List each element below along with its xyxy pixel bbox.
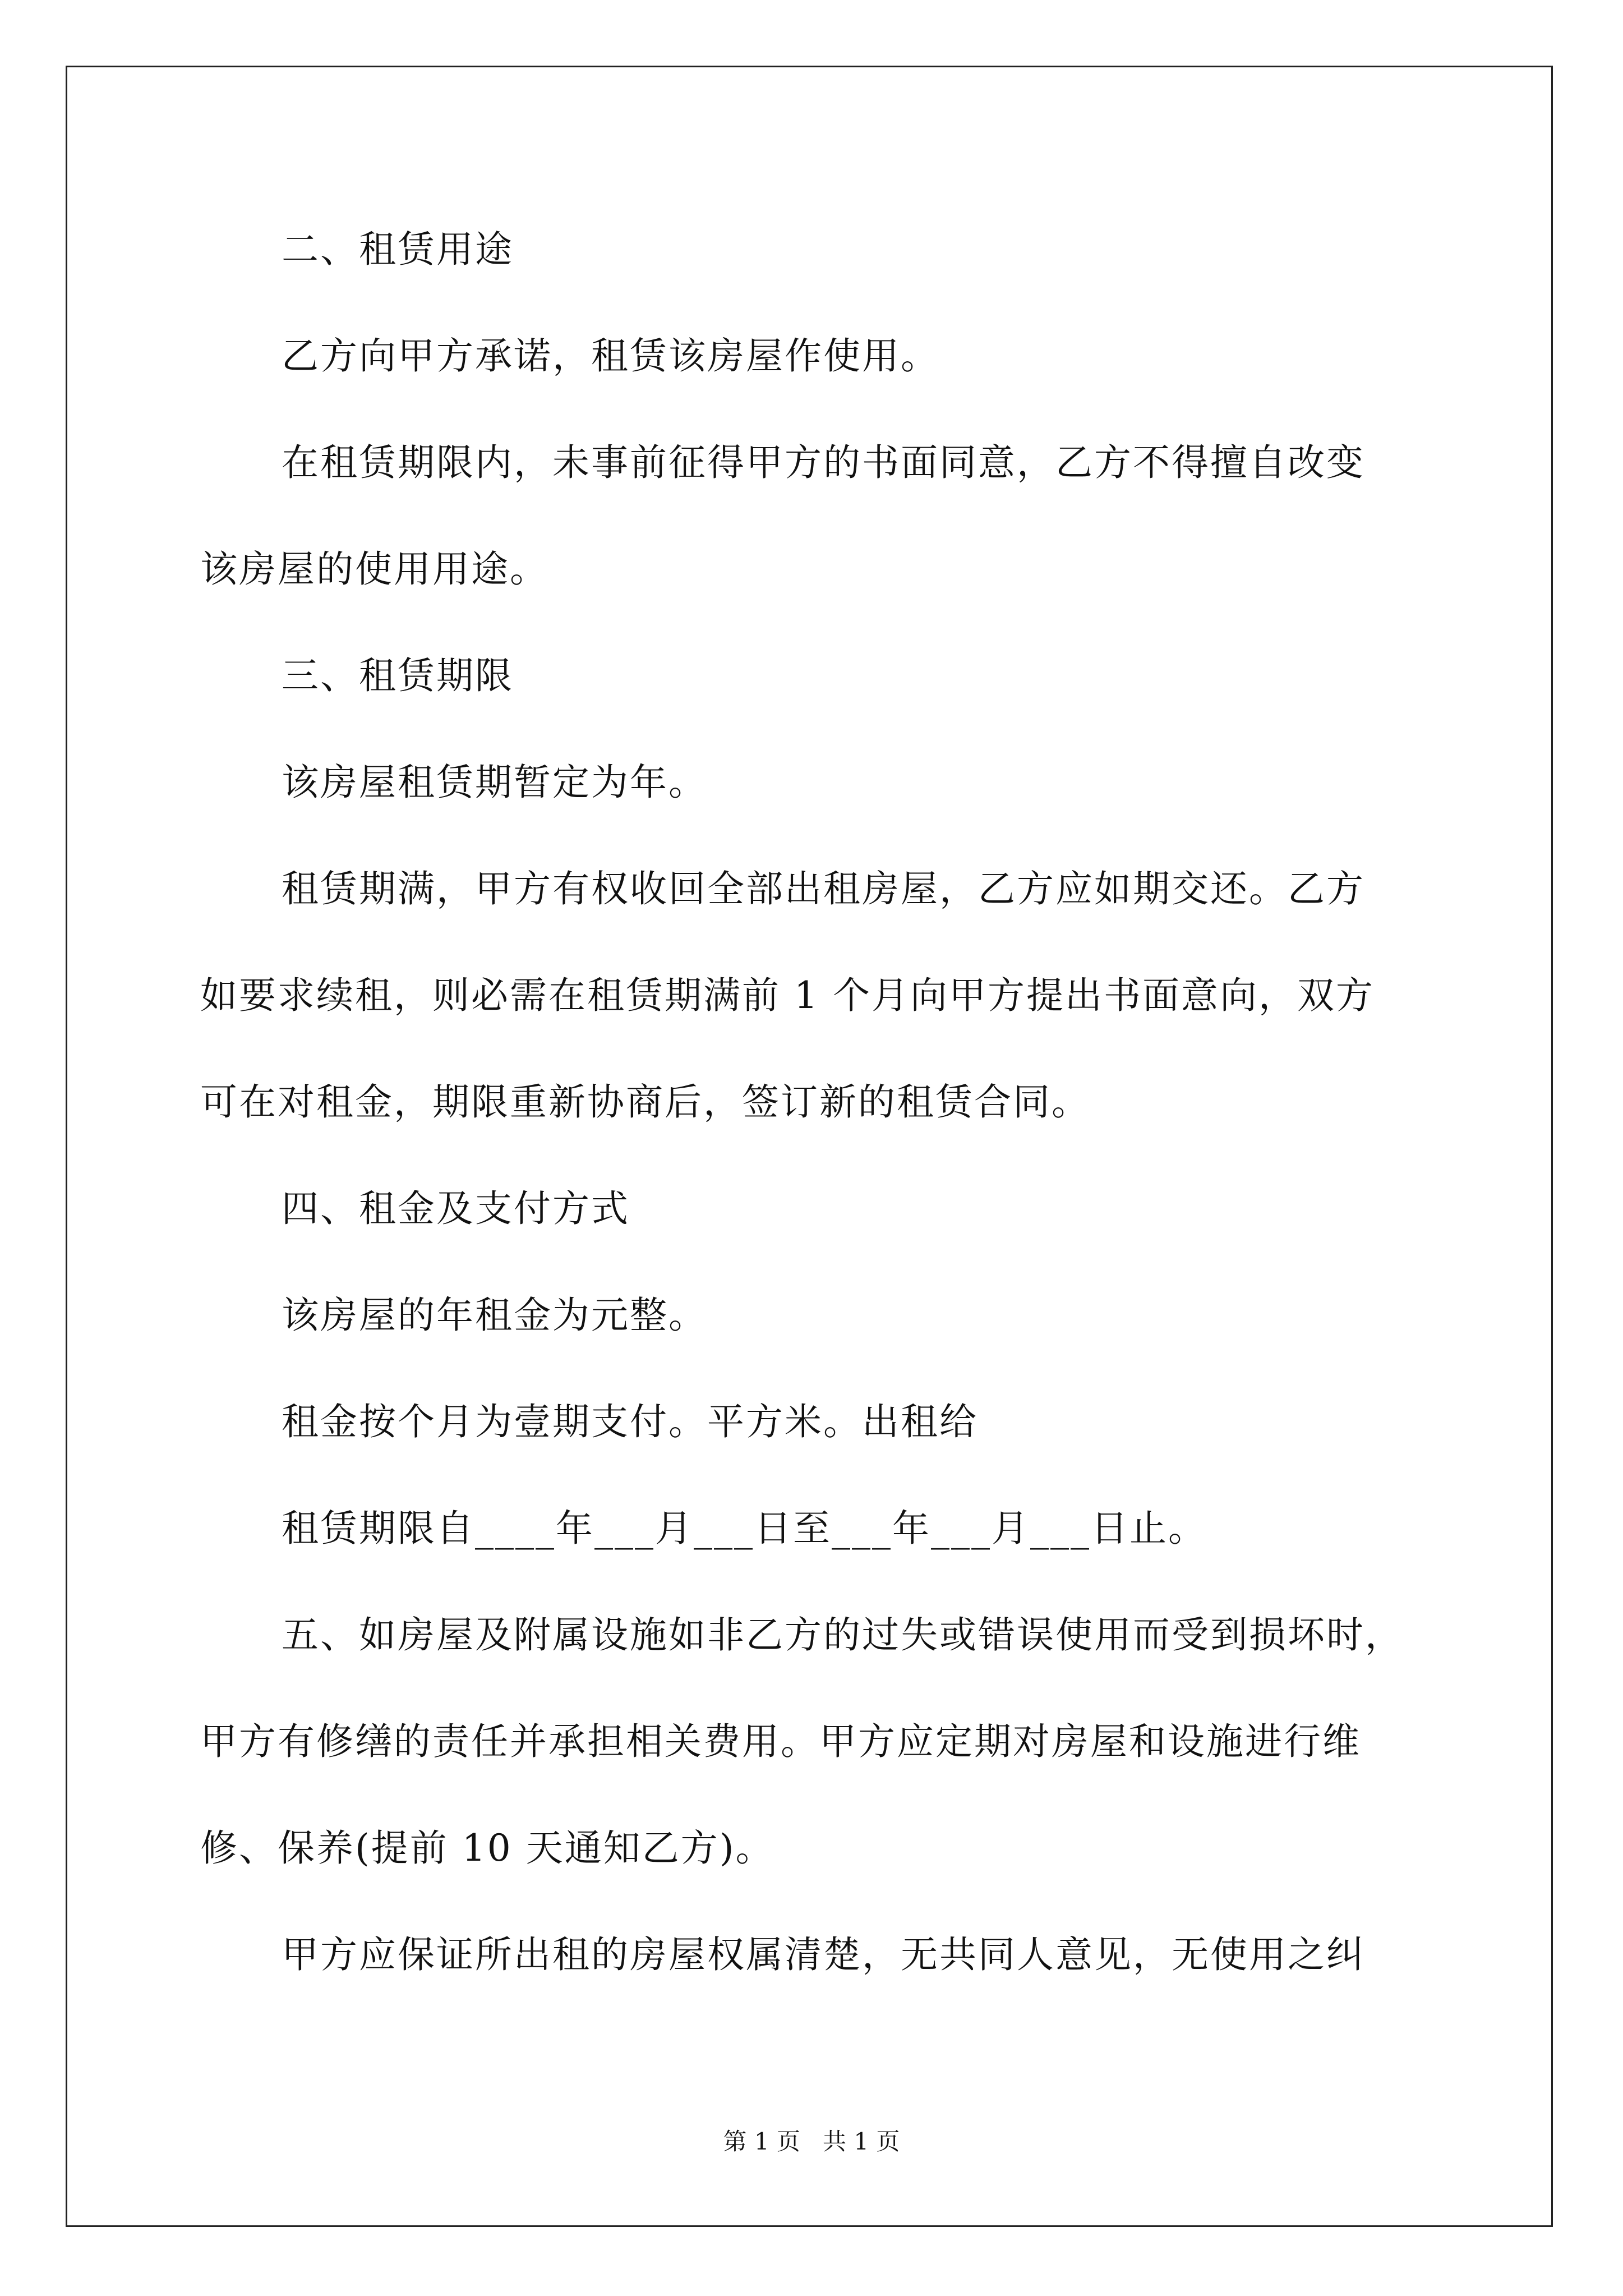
paragraph-line: 修、保养(提前 10 天通知乙方)。 <box>200 1826 774 1870</box>
section-heading-usage: 二、租赁用途 <box>282 228 514 271</box>
paragraph-line: 甲方有修缮的责任并承担相关费用。甲方应定期对房屋和设施进行维 <box>200 1720 1361 1763</box>
paragraph-line: 在租赁期限内，未事前征得甲方的书面同意，乙方不得擅自改变 <box>282 441 1365 484</box>
paragraph-line: 租金按个月为壹期支付。平方米。出租给 <box>282 1400 978 1443</box>
paragraph-line: 甲方应保证所出租的房屋权属清楚，无共同人意见，无使用之纠 <box>282 1933 1365 1976</box>
paragraph-line: 租赁期限自____年___月___日至___年___月___日止。 <box>282 1507 1207 1550</box>
section-heading-repair: 五、如房屋及附属设施如非乙方的过失或错误使用而受到损坏时， <box>282 1613 1404 1657</box>
paragraph-line: 该房屋租赁期暂定为年。 <box>282 761 707 804</box>
paragraph-line: 该房屋的使用用途。 <box>200 547 548 591</box>
paragraph-line: 可在对租金，期限重新协商后，签订新的租赁合同。 <box>200 1080 1090 1124</box>
paragraph-line: 租赁期满，甲方有权收回全部出租房屋，乙方应如期交还。乙方 <box>282 867 1365 910</box>
section-heading-term: 三、租赁期限 <box>282 654 514 697</box>
page-number-footer: 第 1 页 共 1 页 <box>723 2128 900 2155</box>
paragraph-line: 乙方向甲方承诺，租赁该房屋作使用。 <box>282 334 939 378</box>
section-heading-rent: 四、租金及支付方式 <box>282 1187 630 1230</box>
paragraph-line: 如要求续租，则必需在租赁期满前 1 个月向甲方提出书面意向，双方 <box>200 974 1375 1017</box>
page-border <box>66 66 1553 2227</box>
paragraph-line: 该房屋的年租金为元整。 <box>282 1294 707 1337</box>
